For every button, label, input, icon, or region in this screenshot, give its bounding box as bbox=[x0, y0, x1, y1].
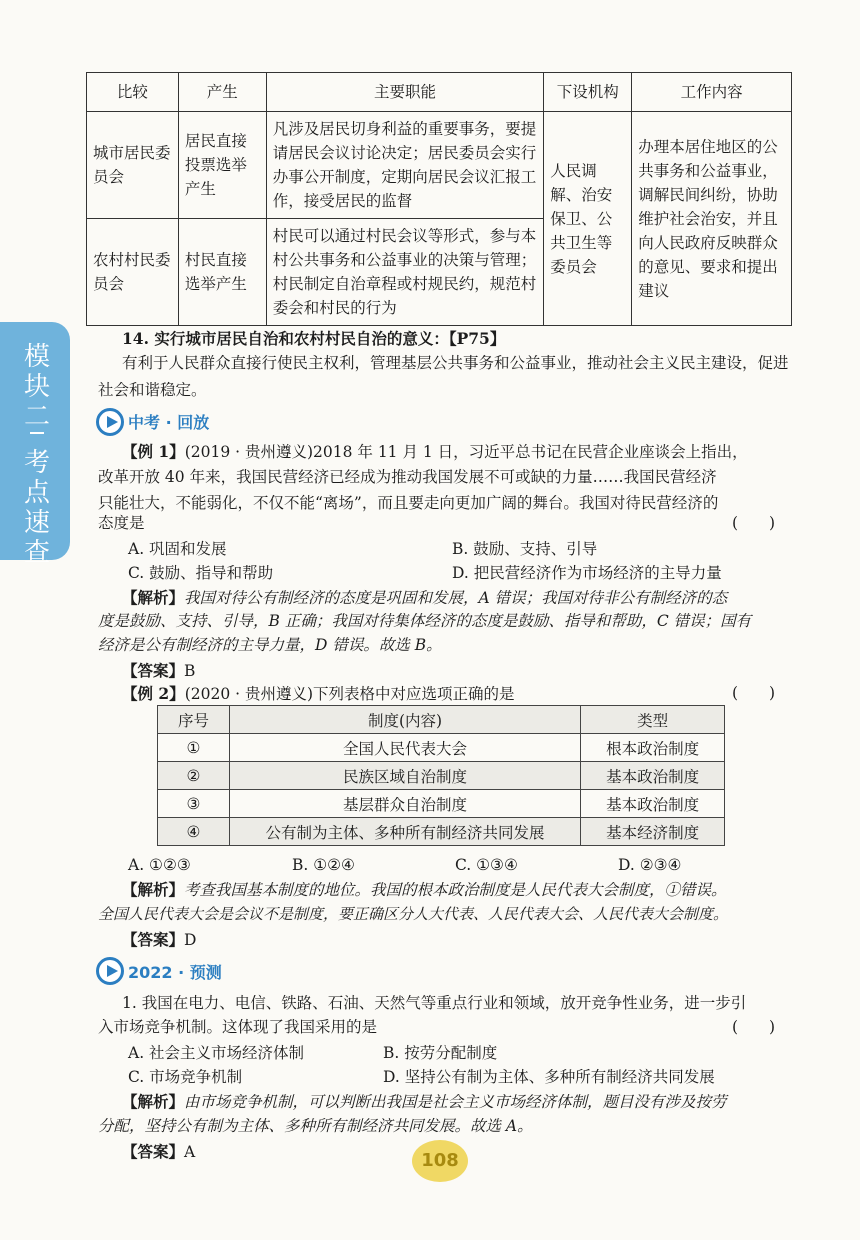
q1-answer bbox=[122, 1138, 195, 1166]
example1-label: 【例 1】 bbox=[122, 442, 185, 461]
example1-bracket: ( ) bbox=[732, 514, 776, 532]
q1-analysis-line1 bbox=[122, 1088, 727, 1116]
example1-line4: 态度是 bbox=[98, 514, 145, 532]
analysis-text: 我国对待公有制经济的态度是巩固和发展，A 错误；我国对待非公有制经济的态 bbox=[184, 589, 728, 607]
answer-value: B bbox=[184, 662, 196, 680]
table-row bbox=[158, 762, 725, 790]
answer-value: A bbox=[184, 1143, 196, 1161]
example1-line2: 改革开放 40 年来，我国民营经济已经成为推动我国发展不可或缺的力量……我国民营经济 bbox=[98, 468, 717, 486]
play-icon bbox=[96, 408, 124, 436]
q1-option-a: A. 社会主义市场经济体制 bbox=[128, 1044, 305, 1062]
cell-organs: 人民调解、治安保卫、公共卫生等委员会 bbox=[544, 112, 632, 326]
q1-line1: 1. 我国在电力、电信、铁路、石油、天然气等重点行业和领域，放开竞争性业务，进一步引 bbox=[122, 994, 747, 1012]
analysis-label: 【解析】 bbox=[122, 880, 185, 899]
example1-analysis-line2: 度是鼓励、支持、引导，B 正确；我国对待集体经济的态度是鼓励、指导和帮助，C 错误；国有 bbox=[98, 612, 752, 630]
answer-label: 【答案】 bbox=[122, 1142, 185, 1161]
row-type: 基本政治制度 bbox=[581, 762, 725, 790]
analysis-label: 【解析】 bbox=[122, 1092, 185, 1111]
example1-analysis-line3: 经济是公有制经济的主导力量，D 错误。故选 B。 bbox=[98, 636, 442, 654]
example1-text1: 2018 年 11 月 1 日，习近平总书记在民营企业座谈会上指出， bbox=[313, 443, 748, 461]
header-work: 工作内容 bbox=[632, 73, 792, 112]
cell-compare: 农村村民委员会 bbox=[87, 219, 179, 326]
page-number: 108 bbox=[412, 1140, 468, 1182]
example2-option-a: A. ①②③ bbox=[128, 856, 191, 874]
row-number: ② bbox=[158, 762, 230, 790]
row-number: ① bbox=[158, 734, 230, 762]
cell-compare: 城市居民委员会 bbox=[87, 112, 179, 219]
header-organs: 下设机构 bbox=[544, 73, 632, 112]
row-number: ④ bbox=[158, 818, 230, 846]
example1-option-b: B. 鼓励、支持、引导 bbox=[452, 540, 598, 558]
example1-line1 bbox=[122, 438, 748, 466]
analysis-text: 由市场竞争机制，可以判断出我国是社会主义市场经济体制，题目没有涉及按劳 bbox=[184, 1093, 727, 1111]
row-number: ③ bbox=[158, 790, 230, 818]
table-row bbox=[158, 790, 725, 818]
example2-bracket: ( ) bbox=[732, 684, 776, 702]
q1-option-b: B. 按劳分配制度 bbox=[383, 1044, 498, 1062]
answer-label: 【答案】 bbox=[122, 930, 185, 949]
side-tab bbox=[0, 322, 70, 568]
example2-source: (2020 · 贵州遵义) bbox=[184, 685, 314, 703]
example1-option-c: C. 鼓励、指导和帮助 bbox=[128, 564, 274, 582]
point14-title: 14. 实行城市居民自治和农村村民自治的意义：【P75】 bbox=[122, 329, 506, 348]
example2-option-d: D. ②③④ bbox=[618, 856, 682, 874]
example1-source: (2019 · 贵州遵义) bbox=[184, 443, 314, 461]
example2-analysis-line1 bbox=[122, 876, 727, 904]
example2-option-b: B. ①②④ bbox=[292, 856, 355, 874]
row-type: 基本政治制度 bbox=[581, 790, 725, 818]
example2-label: 【例 2】 bbox=[122, 684, 185, 703]
row-content: 公有制为主体、多种所有制经济共同发展 bbox=[229, 818, 580, 846]
analysis-label: 【解析】 bbox=[122, 588, 185, 607]
side-tab-divider bbox=[30, 432, 44, 434]
section-title-prediction: 2022 · 预测 bbox=[128, 963, 222, 982]
row-content: 基层群众自治制度 bbox=[229, 790, 580, 818]
cell-produce: 村民直接选举产生 bbox=[178, 219, 266, 326]
q1-bracket: ( ) bbox=[732, 1018, 776, 1036]
side-tab-topic: 考点速查 bbox=[23, 448, 50, 568]
row-content: 全国人民代表大会 bbox=[229, 734, 580, 762]
header-content: 制度(内容) bbox=[229, 706, 580, 734]
cell-duty: 凡涉及居民切身利益的重要事务，要提请居民会议讨论决定；居民委员会实行办事公开制度，定期向居民会议汇报工作，接受居民的监督 bbox=[266, 112, 544, 219]
answer-label: 【答案】 bbox=[122, 661, 185, 680]
comparison-table-header bbox=[87, 73, 792, 112]
header-produce: 产生 bbox=[178, 73, 266, 112]
example2-option-c: C. ①③④ bbox=[455, 856, 518, 874]
row-type: 根本政治制度 bbox=[581, 734, 725, 762]
table-row bbox=[87, 112, 792, 219]
cell-produce: 居民直接投票选举产生 bbox=[178, 112, 266, 219]
example2-answer bbox=[122, 926, 196, 954]
q1-option-c: C. 市场竞争机制 bbox=[128, 1068, 243, 1086]
row-type: 基本经济制度 bbox=[581, 818, 725, 846]
side-tab-module: 模块二 bbox=[23, 342, 50, 432]
table-row bbox=[158, 818, 725, 846]
example2-question bbox=[122, 680, 515, 708]
comparison-table bbox=[86, 72, 792, 326]
section-title-exam-review: 中考 · 回放 bbox=[128, 413, 210, 432]
example1-option-a: A. 巩固和发展 bbox=[128, 540, 227, 558]
point14-body: 有利于人民群众直接行使民主权利，管理基层公共事务和公益事业，推动社会主义民主建设，促进社会和谐稳定。 bbox=[98, 354, 789, 399]
cell-work: 办理本居住地区的公共事务和公益事业，调解民间纠纷，协助维护社会治安，并且向人民政府反映群众的意见、要求和提出建议 bbox=[632, 112, 792, 326]
cell-duty: 村民可以通过村民会议等形式，参与本村公共事务和公益事业的决策与管理；村民制定自治章程或村规民约，规范村委会和村民的行为 bbox=[266, 219, 544, 326]
example1-line3: 只能壮大，不能弱化，不仅不能“离场”，而且要走向更加广阔的舞台。我国对待民营经济的 bbox=[98, 494, 719, 512]
example2-text: 下列表格中对应选项正确的是 bbox=[313, 685, 515, 703]
header-compare: 比较 bbox=[87, 73, 179, 112]
institutions-table-header bbox=[158, 706, 725, 734]
play-icon bbox=[96, 957, 124, 985]
header-type: 类型 bbox=[581, 706, 725, 734]
analysis-text: 考查我国基本制度的地位。我国的根本政治制度是人民代表大会制度，①错误。 bbox=[184, 881, 727, 899]
q1-option-d: D. 坚持公有制为主体、多种所有制经济共同发展 bbox=[383, 1068, 715, 1086]
row-content: 民族区域自治制度 bbox=[229, 762, 580, 790]
header-number: 序号 bbox=[158, 706, 230, 734]
answer-value: D bbox=[184, 931, 197, 949]
institutions-table bbox=[157, 705, 725, 846]
q1-analysis-line2: 分配，坚持公有制为主体、多种所有制经济共同发展。故选 A。 bbox=[98, 1117, 533, 1135]
table-row bbox=[158, 734, 725, 762]
example1-option-d: D. 把民营经济作为市场经济的主导力量 bbox=[452, 564, 722, 582]
q1-line2: 入市场竞争机制。这体现了我国采用的是 bbox=[98, 1018, 378, 1036]
header-duty: 主要职能 bbox=[266, 73, 544, 112]
example2-analysis-line2: 全国人民代表大会是会议不是制度，要正确区分人大代表、人民代表大会、人民代表大会制度。 bbox=[98, 905, 729, 923]
